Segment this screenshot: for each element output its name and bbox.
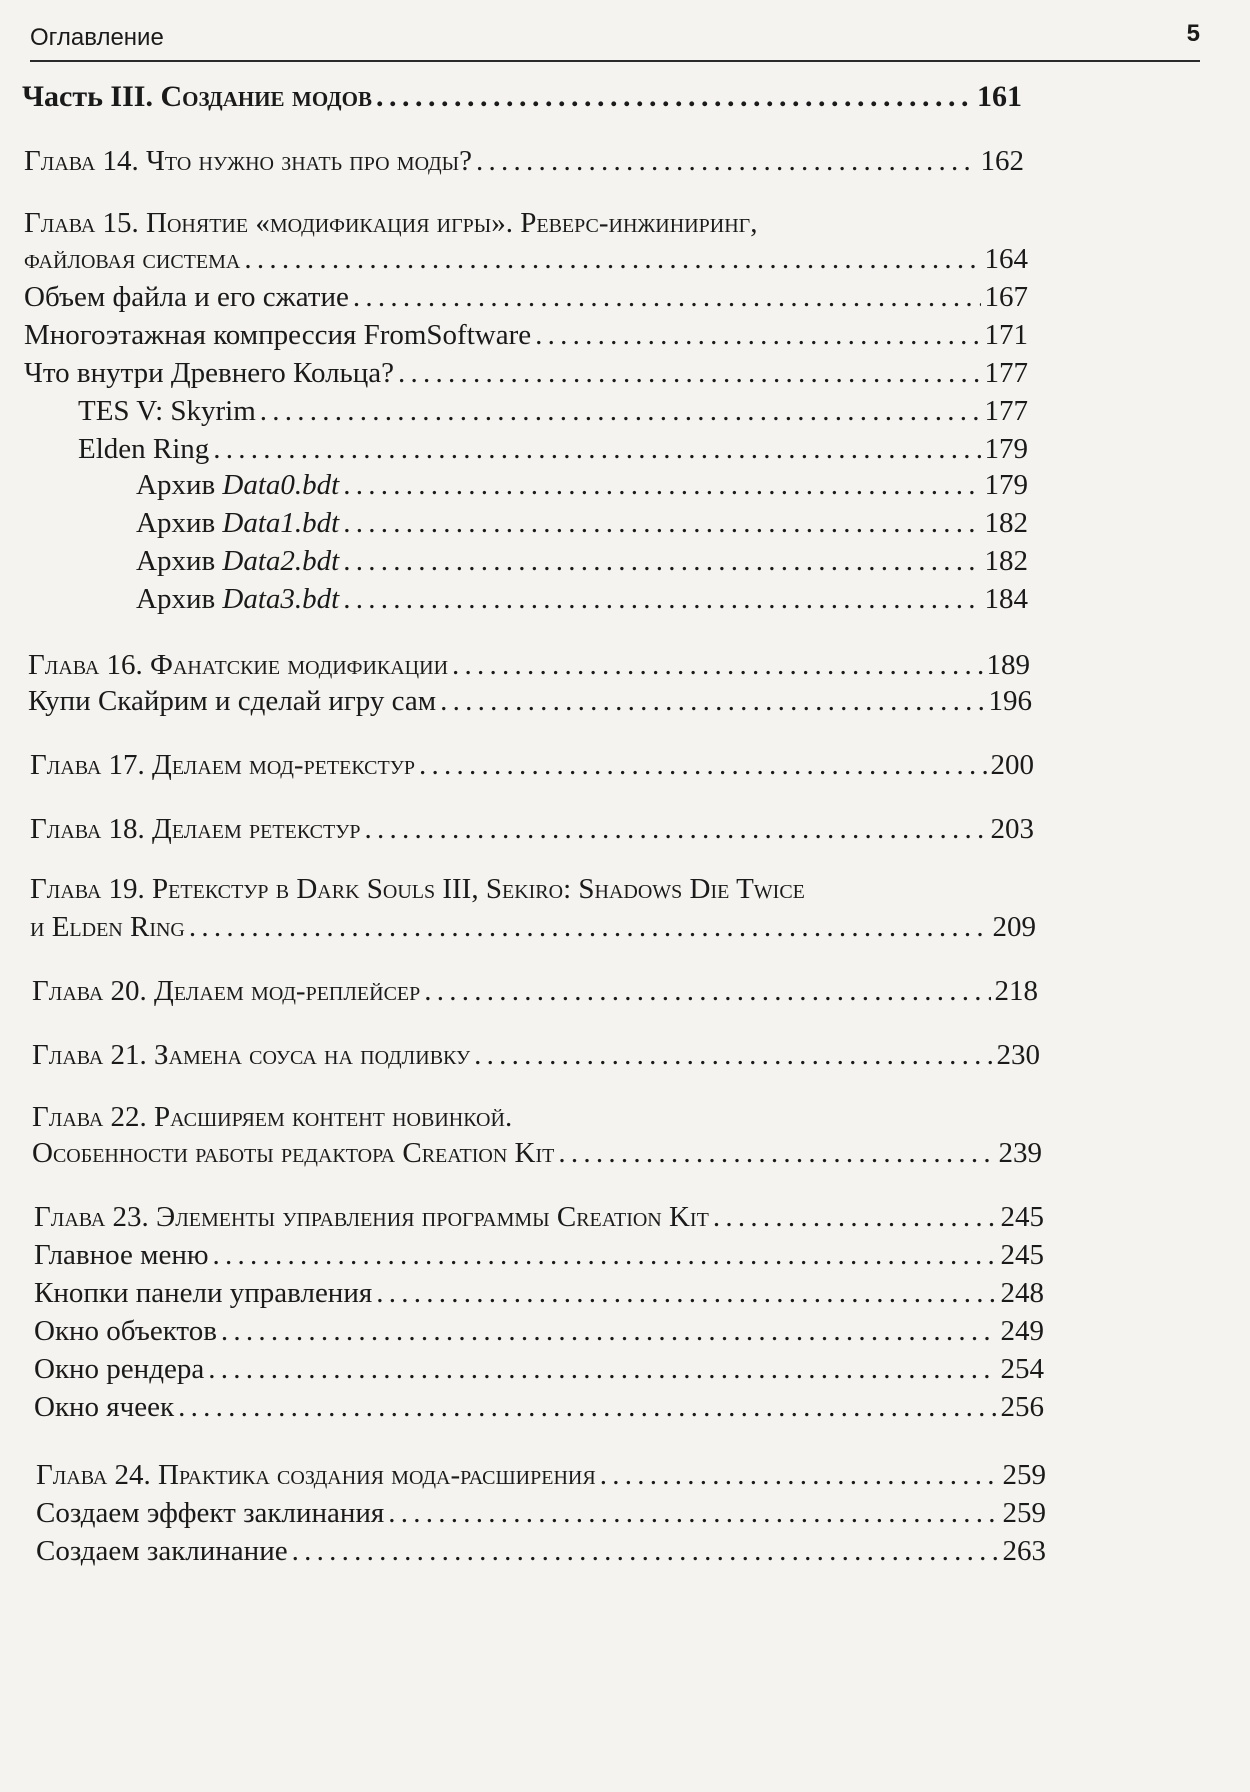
toc-entry-section[interactable] <box>28 682 1032 718</box>
toc-entry-section[interactable] <box>24 278 1028 314</box>
dot-leader <box>221 1314 997 1348</box>
toc-entry-title: файловая система <box>24 243 241 275</box>
toc-entry-title: Архив Data3.bdt <box>136 583 340 615</box>
dot-leader <box>178 1390 996 1424</box>
toc-entry-page: 203 <box>990 813 1034 845</box>
toc-entry-title: Что внутри Древнего Кольца? <box>24 357 395 389</box>
dot-leader <box>244 242 980 276</box>
toc-entry-title: Кнопки панели управления <box>34 1277 373 1309</box>
toc-entry-page: 179 <box>984 469 1028 501</box>
toc-entry-page: 249 <box>1000 1315 1044 1347</box>
toc-entry-page: 162 <box>980 145 1024 177</box>
toc-entry-chapter-23[interactable] <box>34 1198 1044 1234</box>
toc-entry-title: Создаем заклинание <box>36 1535 288 1567</box>
toc-entry-page: 259 <box>1002 1497 1046 1529</box>
toc-entry-page: 196 <box>988 685 1032 717</box>
toc-entry-chapter-19[interactable] <box>30 908 1036 944</box>
toc-entry-title: Часть III. Создание модов <box>22 80 372 113</box>
dot-leader <box>535 318 980 352</box>
toc-entry-title: Глава 20. Делаем мод-реплейсер <box>32 975 421 1007</box>
dot-leader <box>365 812 987 846</box>
toc-entry-subsection[interactable] <box>78 430 1028 466</box>
dot-leader <box>343 544 980 578</box>
toc-entry-section[interactable] <box>34 1236 1044 1272</box>
dot-leader <box>343 582 980 616</box>
toc-entry-chapter-15-line1: Глава 15. Понятие «модификация игры». Реверс-инжиниринг, <box>24 207 758 239</box>
toc-entry-chapter-22-line1: Глава 22. Расширяем контент новинкой. <box>32 1101 513 1133</box>
toc-entry-page: 263 <box>1002 1535 1046 1567</box>
toc-entry-subsubsection[interactable] <box>136 580 1028 616</box>
dot-leader <box>600 1458 999 1492</box>
toc-entry-section[interactable] <box>34 1350 1044 1386</box>
toc-entry-page: 230 <box>996 1039 1040 1071</box>
toc-entry-page: 209 <box>992 911 1036 943</box>
toc-entry-title: Архив Data1.bdt <box>136 507 340 539</box>
dot-leader <box>440 684 984 718</box>
toc-entry-chapter-14[interactable] <box>24 142 1024 178</box>
dot-leader <box>343 506 980 540</box>
toc-entry-chapter-18[interactable] <box>30 810 1034 846</box>
dot-leader <box>213 1238 997 1272</box>
toc-entry-title: Архив Data2.bdt <box>136 545 340 577</box>
toc-entry-title: Глава 18. Делаем ретекстур <box>30 813 361 845</box>
toc-entry-title: Глава 23. Элементы управления программы Creation Kit <box>34 1201 709 1233</box>
toc-entry-title: Особенности работы редактора Creation Kit <box>32 1137 555 1169</box>
toc-entry-section[interactable] <box>24 316 1028 352</box>
dot-leader <box>424 974 990 1008</box>
toc-entry-chapter-15[interactable] <box>24 240 1028 276</box>
toc-entry-page: 200 <box>990 749 1034 781</box>
toc-entry-page: 171 <box>984 319 1028 351</box>
running-header <box>30 20 1200 62</box>
toc-entry-section[interactable] <box>34 1388 1044 1424</box>
dot-leader <box>419 748 986 782</box>
toc-entry-page: 218 <box>994 975 1038 1007</box>
toc-entry-title: Глава 17. Делаем мод-ретекстур <box>30 749 416 781</box>
toc-entry-page: 161 <box>977 80 1022 113</box>
toc-entry-chapter-24[interactable] <box>36 1456 1046 1492</box>
toc-entry-page: 167 <box>984 281 1028 313</box>
page-number: 5 <box>1186 20 1200 47</box>
dot-leader <box>213 432 980 466</box>
toc-entry-title: Глава 14. Что нужно знать про моды? <box>24 145 472 177</box>
toc-entry-page: 179 <box>984 433 1028 465</box>
toc-entry-subsection[interactable] <box>78 392 1028 428</box>
toc-entry-title: Окно объектов <box>34 1315 217 1347</box>
toc-entry-page: 256 <box>1000 1391 1044 1423</box>
toc-entry-title: Глава 16. Фанатские модификации <box>28 649 449 681</box>
toc-entry-section[interactable] <box>34 1274 1044 1310</box>
toc-entry-title: Elden Ring <box>78 433 210 465</box>
toc-entry-page: 184 <box>984 583 1028 615</box>
dot-leader <box>353 280 981 314</box>
toc-entry-part-3[interactable] <box>22 78 1022 114</box>
toc-entry-title: и Elden Ring <box>30 911 185 943</box>
toc-entry-chapter-17[interactable] <box>30 746 1034 782</box>
toc-entry-chapter-16[interactable] <box>28 646 1030 682</box>
toc-entry-subsubsection[interactable] <box>136 466 1028 502</box>
toc-entry-chapter-20[interactable] <box>32 972 1038 1008</box>
dot-leader <box>208 1352 996 1386</box>
toc-entry-title: Окно ячеек <box>34 1391 175 1423</box>
dot-leader <box>558 1136 994 1170</box>
toc-entry-page: 164 <box>984 243 1028 275</box>
toc-entry-section[interactable] <box>36 1494 1046 1530</box>
toc-entry-section[interactable] <box>34 1312 1044 1348</box>
dot-leader <box>474 1038 992 1072</box>
dot-leader <box>713 1200 997 1234</box>
toc-entry-title: TES V: Skyrim <box>78 395 256 427</box>
toc-entry-page: 182 <box>984 507 1028 539</box>
toc-entry-title: Объем файла и его сжатие <box>24 281 349 313</box>
toc-entry-title: Окно рендера <box>34 1353 205 1385</box>
toc-entry-page: 177 <box>984 395 1028 427</box>
dot-leader <box>388 1496 998 1530</box>
toc-entry-title: Создаем эффект заклинания <box>36 1497 385 1529</box>
toc-entry-title: Архив Data0.bdt <box>136 469 340 501</box>
toc-entry-title: Главное меню <box>34 1239 209 1271</box>
toc-entry-page: 259 <box>1002 1459 1046 1491</box>
toc-entry-title: Купи Скайрим и сделай игру сам <box>28 685 437 717</box>
toc-entry-subsubsection[interactable] <box>136 542 1028 578</box>
toc-entry-title: Многоэтажная компрессия FromSoftware <box>24 319 532 351</box>
toc-entry-chapter-21[interactable] <box>32 1036 1040 1072</box>
dot-leader <box>376 1276 996 1310</box>
toc-entry-page: 189 <box>986 649 1030 681</box>
toc-entry-page: 248 <box>1000 1277 1044 1309</box>
toc-entry-section[interactable] <box>24 354 1028 390</box>
toc-entry-page: 245 <box>1000 1239 1044 1271</box>
toc-entry-page: 177 <box>984 357 1028 389</box>
dot-leader <box>398 356 980 390</box>
dot-leader <box>476 144 977 178</box>
toc-entry-page: 245 <box>1000 1201 1044 1233</box>
toc-entry-chapter-22[interactable] <box>32 1134 1042 1170</box>
toc-entry-title: Глава 24. Практика создания мода-расширения <box>36 1459 596 1491</box>
dot-leader <box>292 1534 999 1568</box>
toc-entry-chapter-19-line1: Глава 19. Ретекстур в Dark Souls III, Sekiro: Shadows Die Twice <box>30 873 805 905</box>
toc-entry-subsubsection[interactable] <box>136 504 1028 540</box>
dot-leader <box>376 80 973 114</box>
toc-entry-page: 239 <box>998 1137 1042 1169</box>
dot-leader <box>189 910 989 944</box>
running-header-title: Оглавление <box>30 24 164 51</box>
toc-entry-section[interactable] <box>36 1532 1046 1568</box>
dot-leader <box>452 648 982 682</box>
dot-leader <box>343 468 980 502</box>
toc-entry-page: 254 <box>1000 1353 1044 1385</box>
dot-leader <box>260 394 981 428</box>
toc-entry-title: Глава 21. Замена соуса на подливку <box>32 1039 471 1071</box>
toc-entry-page: 182 <box>984 545 1028 577</box>
